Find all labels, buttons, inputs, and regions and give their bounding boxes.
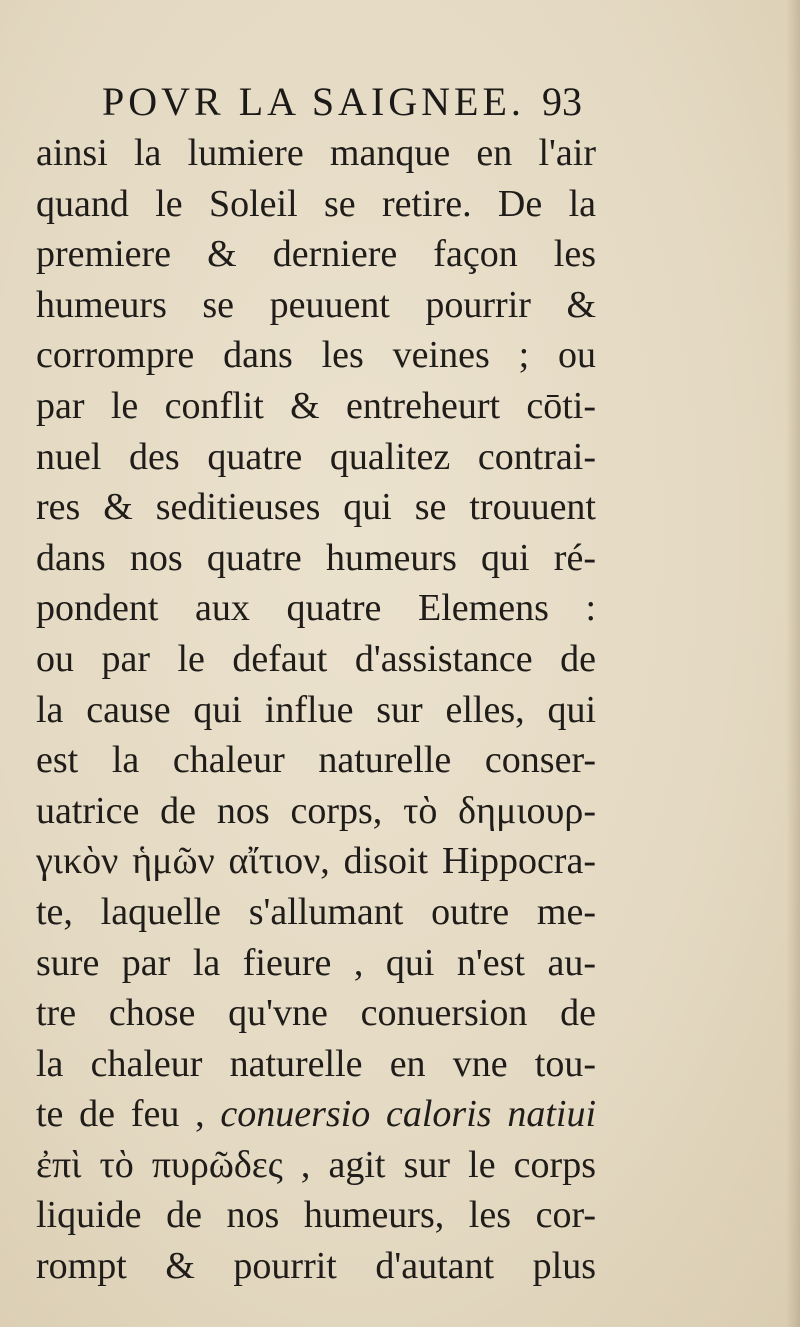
text-line: nuel des quatre qualitez contrai-	[36, 435, 596, 478]
text-line: quand le Soleil se retire. De la	[36, 182, 596, 225]
text-line: par le conflit & entreheurt cōti-	[36, 384, 596, 427]
text-line: ou par le defaut d'assistance de	[36, 637, 596, 680]
text-line: dans nos quatre humeurs qui ré-	[36, 536, 596, 579]
text-line: la chaleur naturelle en vne tou-	[36, 1042, 596, 1085]
text-line: res & seditieuses qui se trouuent	[36, 486, 596, 529]
running-title: POVR LA SAIGNEE.	[102, 79, 525, 124]
text-line: premiere & derniere façon les	[36, 233, 596, 276]
text-line: ainsi la lumiere manque en l'air	[36, 132, 596, 174]
text-line: corrompre dans les veines ; ou	[36, 334, 596, 377]
text-line: est la chaleur naturelle conser-	[36, 739, 596, 782]
text-line: ἐπὶ τὸ πυρῶδες , agit sur le corps	[36, 1143, 596, 1186]
text-line: pondent aux quatre Elemens :	[36, 587, 596, 630]
text-line: te de feu , conuersio caloris natiui	[36, 1093, 596, 1136]
running-header	[102, 78, 602, 125]
text-line: la cause qui influe sur elles, qui	[36, 688, 596, 731]
page-edge-shadow	[786, 0, 800, 1327]
body-text	[36, 128, 596, 1292]
text-line: sure par la fieure , qui n'est au-	[36, 941, 596, 984]
page-number: 93	[542, 79, 582, 124]
text-line: humeurs se peuuent pourrir &	[36, 283, 596, 326]
text-line: tre chose qu'vne conuersion de	[36, 992, 596, 1035]
text-line: rompt & pourrit d'autant plus	[36, 1245, 596, 1288]
text-line: γικὸν ἡμῶν αἴτιον, disoit Hippocra-	[36, 840, 596, 883]
text-line: te, laquelle s'allumant outre me-	[36, 890, 596, 933]
text-line: liquide de nos humeurs, les cor-	[36, 1194, 596, 1237]
text-line: uatrice de nos corps, τὸ δημιουρ-	[36, 789, 596, 832]
